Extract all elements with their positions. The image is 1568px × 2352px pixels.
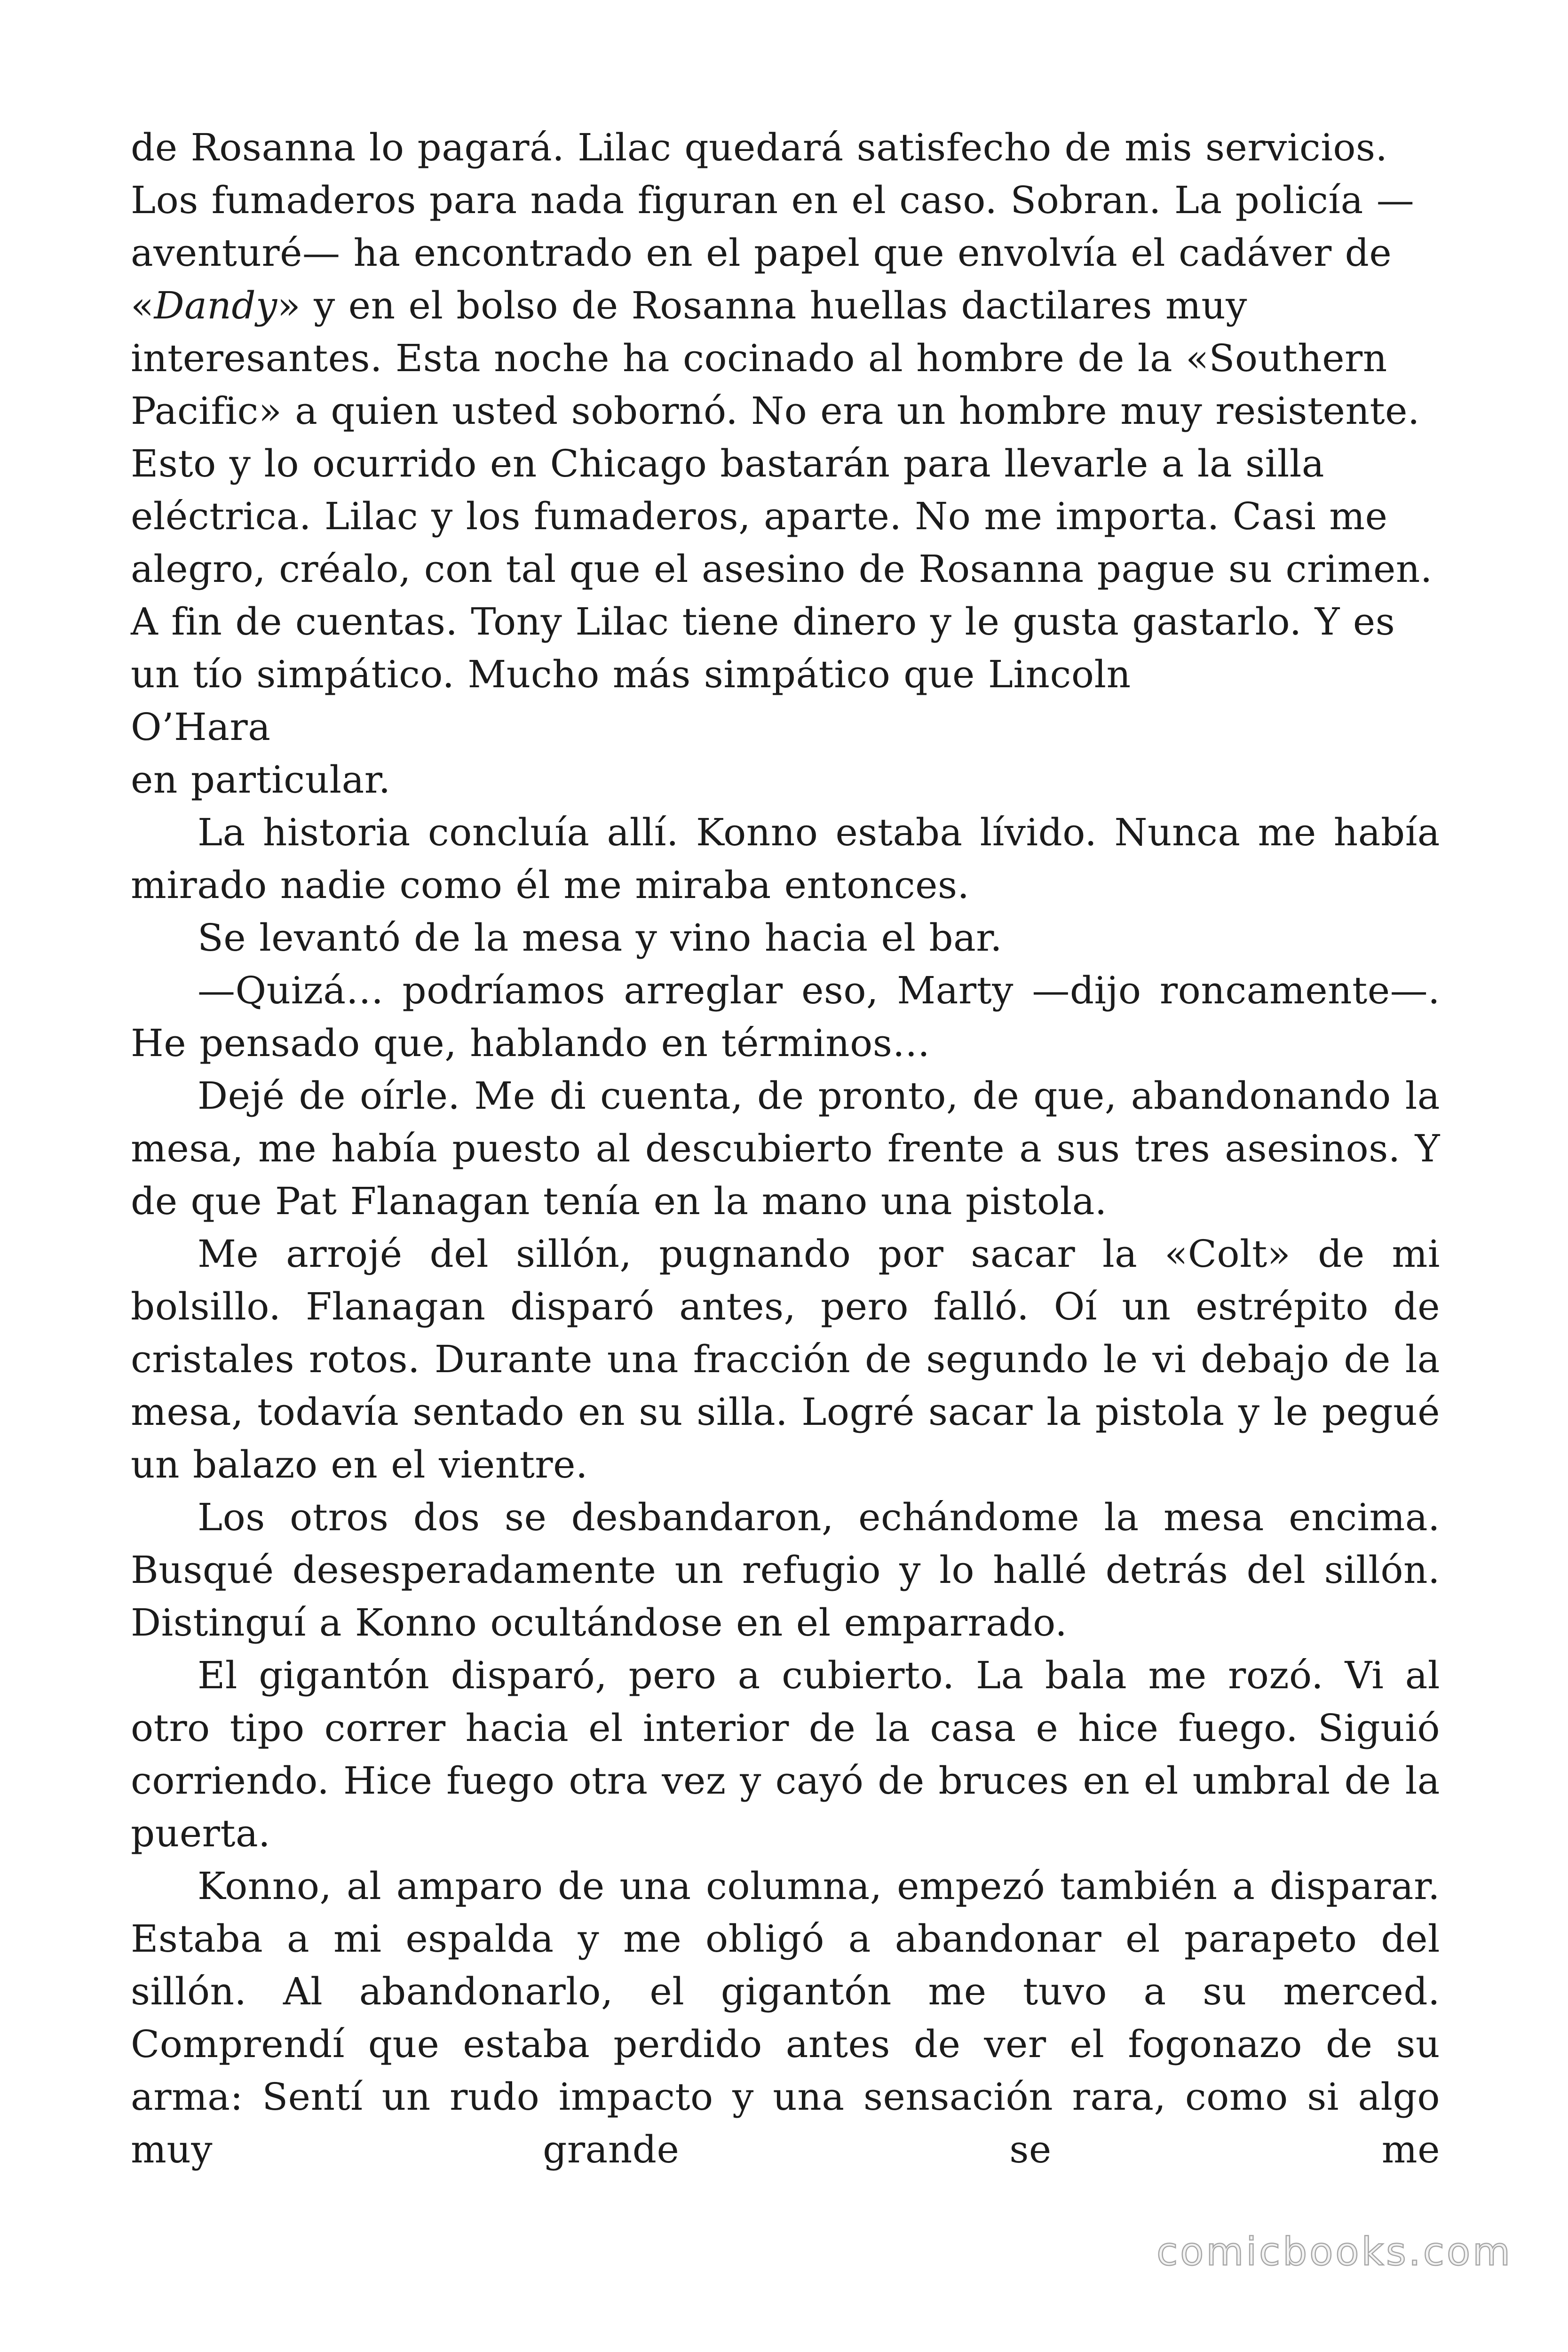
watermark: comicbooks.com [1156, 2230, 1513, 2274]
paragraph-flanagan-shoots: Me arrojé del sillón, pugnando por sacar la «Colt» de mi bolsillo. Flanagan disparó antes, pero falló. Oí un estrépito de cristales rotos. Durante una fracción de segundo le vi debajo de la mesa, todavía sentado en su silla. Logré sacar la pistola y le pegué un balazo en el vientre. [131, 1232, 1440, 1486]
paragraph-konno-livid: La historia concluía allí. Konno estaba lívido. Nunca me había mirado nadie como él me miraba entonces. [131, 810, 1440, 907]
paragraph-text-before-emphasis: de Rosanna lo pagará. Lilac quedará satisfecho de mis servicios. Los fumaderos para nada figuran en el caso. Sobran. La policía —aventuré— ha encontrado en el papel que envolvía el cadáver de « [131, 126, 1415, 327]
paragraph-giganton: El gigantón disparó, pero a cubierto. La bala me rozó. Vi al otro tipo correr hacia el interior de la casa e hice fuego. Siguió corriendo. Hice fuego otra vez y cayó de bruces en el umbral de la puerta. [131, 1653, 1440, 1855]
paragraph-text-after-emphasis: » y en el bolso de Rosanna huellas dactilares muy interesantes. Esta noche ha cocinado al hombre de la «Southern Pacific» a quien usted sobornó. No era un hombre muy resistente. Esto y lo ocurrido en Chicago bastarán para llevarle a la silla eléctrica. Lilac y los fumaderos, aparte. No me importa. Casi me alegro, créalo, con tal que el asesino de Rosanna pague su crimen. A fin de cuentas. Tony Lilac tiene dinero y le gusta gastarlo. Y es un tío simpático. Mucho más simpático que Lincoln [131, 284, 1433, 696]
paragraph-konno-column: Konno, al amparo de una columna, empezó también a disparar. Estaba a mi espalda y me obligó a abandonar el parapeto del sillón. Al abandonarlo, el gigantón me tuvo a su merced. Comprendí que estaba perdido antes de ver el fogonazo de su arma: Sentí un rudo impacto y una sensación rara, como si algo muy grande se me [131, 1864, 1440, 2171]
paragraph-fragment: en particular. [131, 758, 391, 802]
paragraph-dialogue: —Quizá… podríamos arreglar eso, Marty —dijo roncamente—. He pensado que, hablando en términos… [131, 969, 1440, 1065]
paragraph-konno-rises: Se levantó de la mesa y vino hacia el bar. [198, 916, 1003, 960]
paragraph-continuation [131, 121, 1440, 701]
book-page [131, 121, 1440, 2176]
paragraph-desbandaron: Los otros dos se desbandaron, echándome la mesa encima. Busqué desesperadamente un refugio y lo hallé detrás del sillón. Distinguí a Konno ocultándose en el emparrado. [131, 1495, 1440, 1645]
emphasis-dandy: Dandy [154, 284, 277, 327]
paragraph-three-killers: Dejé de oírle. Me di cuenta, de pronto, de que, abandonando la mesa, me había puesto al descubierto frente a sus tres asesinos. Y de que Pat Flanagan tenía en la mano una pistola. [131, 1074, 1440, 1223]
paragraph-name-line: O’Hara [131, 705, 271, 749]
